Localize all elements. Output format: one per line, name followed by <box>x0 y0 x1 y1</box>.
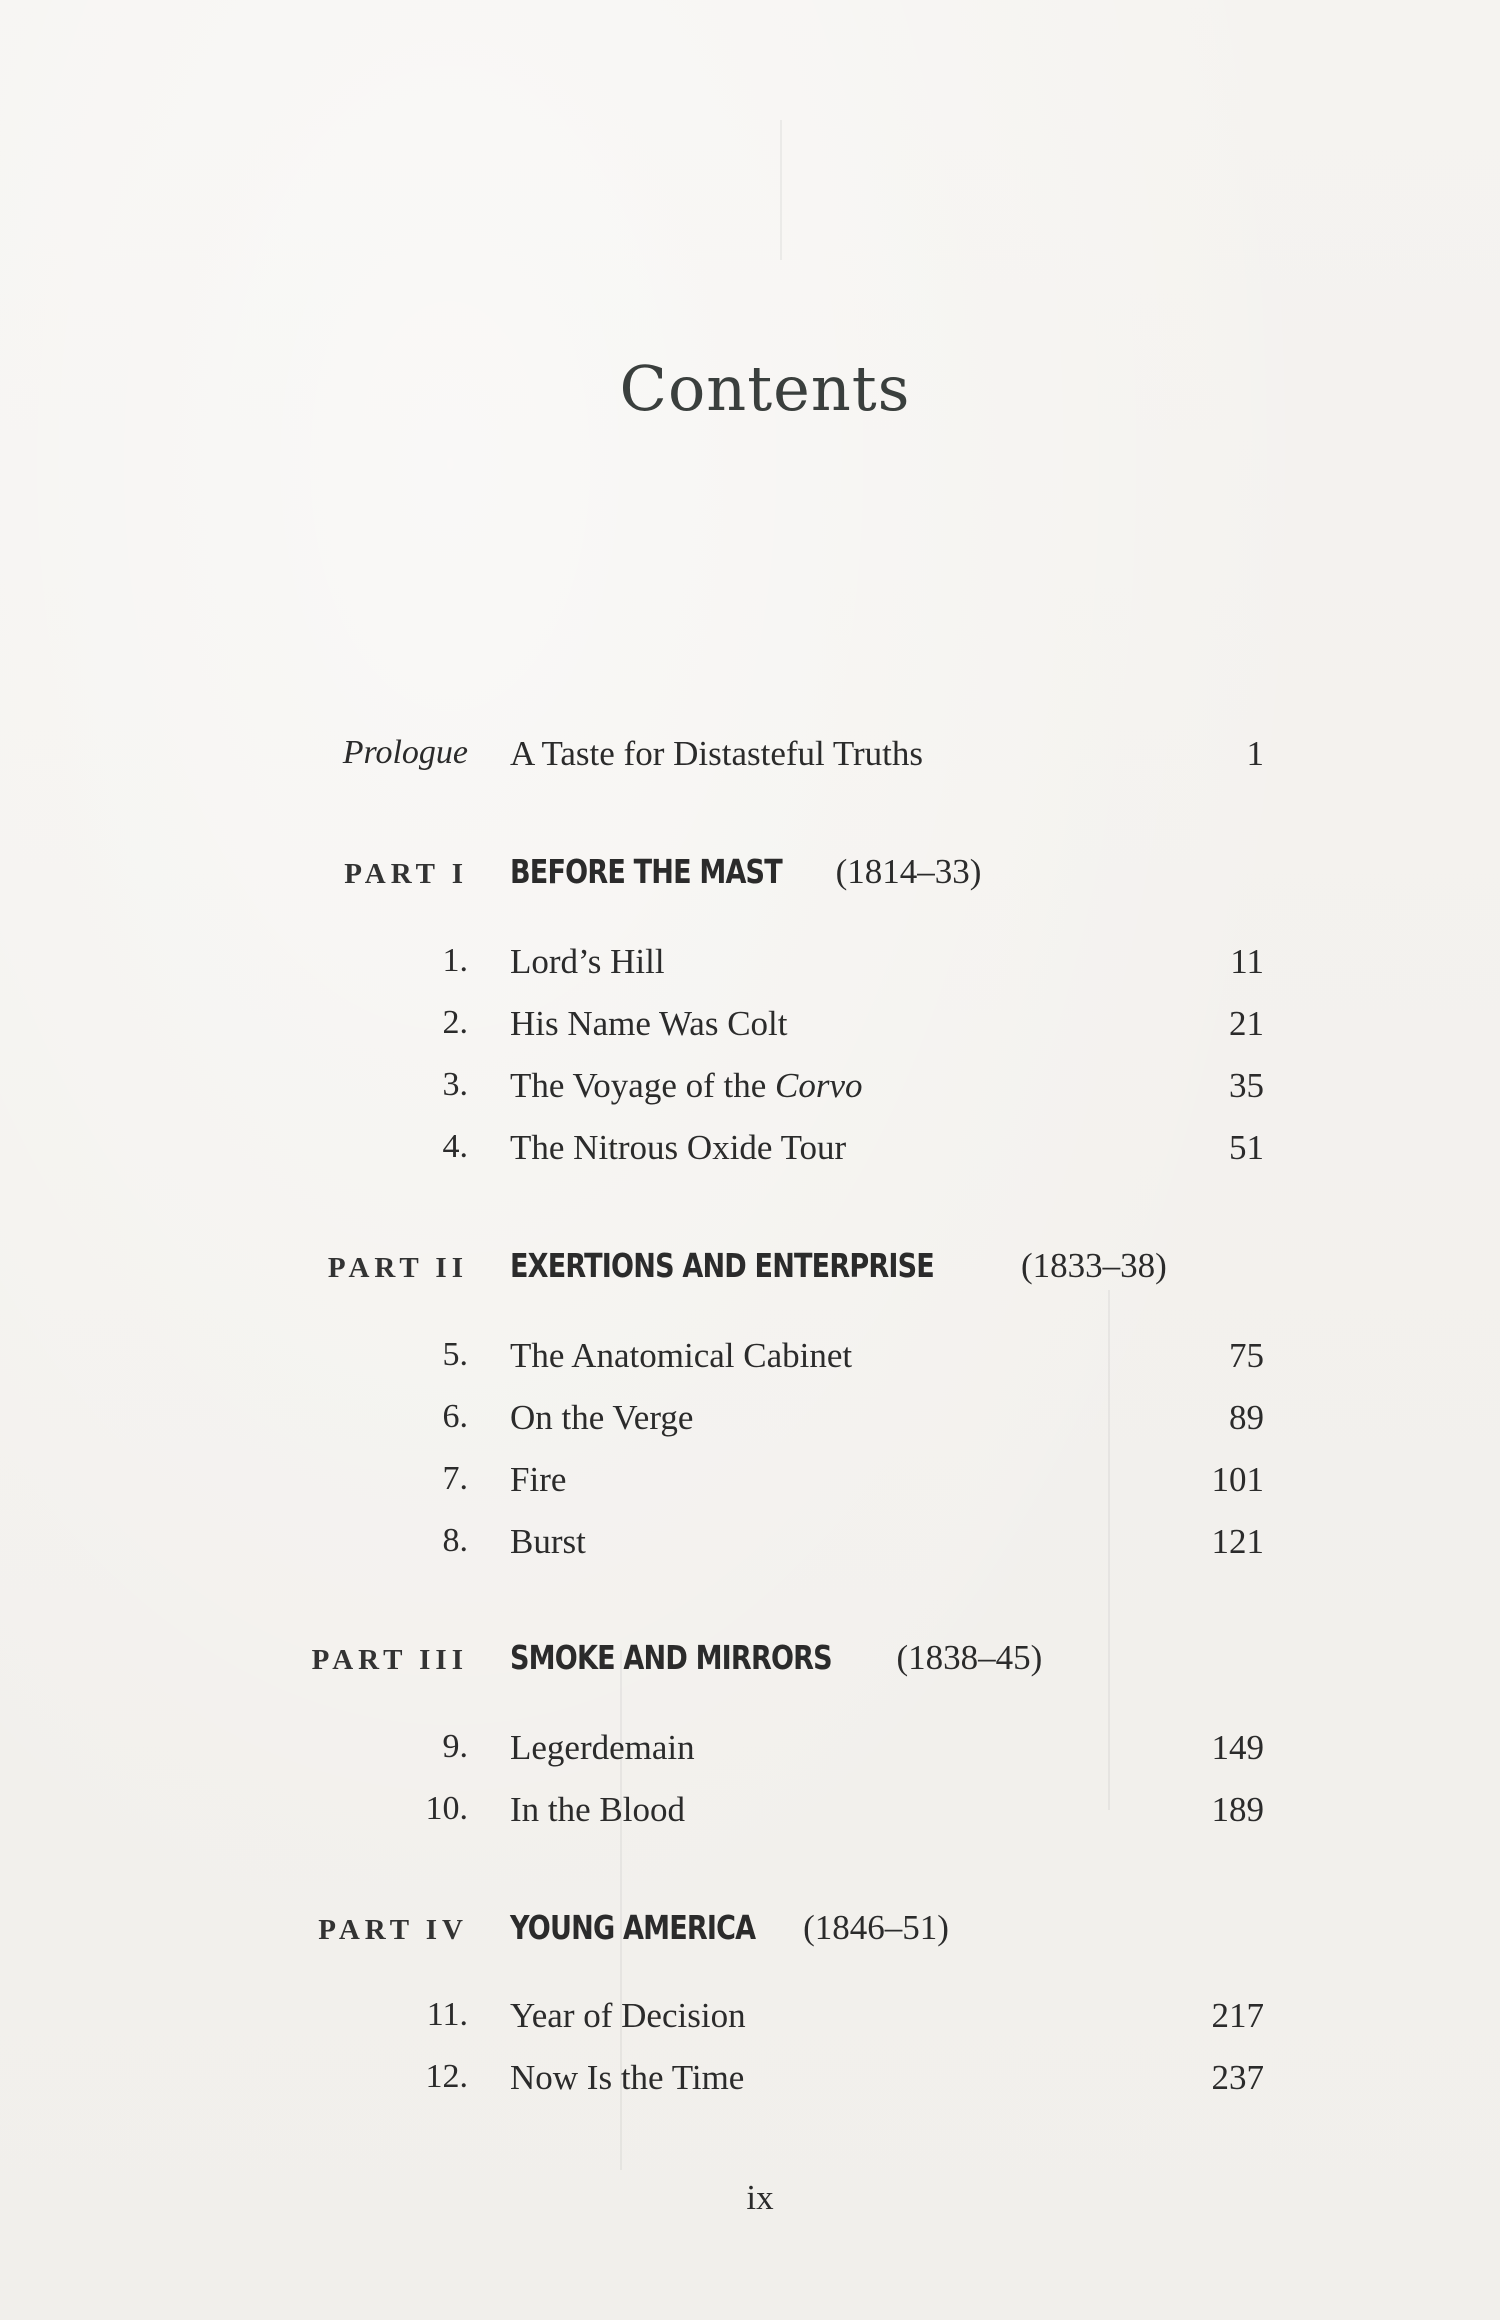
chapter-number: 10. <box>425 1790 468 1827</box>
chapter-page: 75 <box>1229 1336 1264 1375</box>
chapter-title: The Anatomical Cabinet <box>510 1336 853 1375</box>
toc-row-chapter[interactable] <box>0 1398 1500 1458</box>
chapter-page: 35 <box>1229 1066 1264 1105</box>
part-heading-2[interactable] <box>0 1246 1500 1306</box>
part-label: PART III <box>311 1644 468 1676</box>
toc-row-chapter[interactable] <box>0 1336 1500 1396</box>
part-label: PART II <box>327 1252 468 1284</box>
prologue-page: 1 <box>1246 734 1264 773</box>
part-title-line <box>510 1638 1042 1678</box>
chapter-title: Burst <box>510 1522 586 1561</box>
chapter-number: 7. <box>442 1460 468 1497</box>
part-heading-4[interactable] <box>0 1908 1500 1968</box>
prologue-label: Prologue <box>342 734 468 771</box>
chapter-title: Now Is the Time <box>510 2058 745 2097</box>
part-years: (1838–45) <box>896 1638 1043 1677</box>
chapter-page: 237 <box>1211 2058 1264 2097</box>
chapter-title-italic: Corvo <box>775 1066 863 1105</box>
part-years: (1846–51) <box>803 1908 949 1947</box>
chapter-number: 5. <box>442 1336 468 1373</box>
chapter-title: Legerdemain <box>510 1728 695 1767</box>
chapter-page: 51 <box>1229 1128 1264 1167</box>
chapter-title: On the Verge <box>510 1398 694 1437</box>
toc-row-chapter[interactable] <box>0 1996 1500 2056</box>
chapter-title <box>510 1066 863 1106</box>
part-title: EXERTIONS AND ENTERPRISE <box>510 1246 934 1285</box>
chapter-number: 8. <box>442 1522 468 1559</box>
chapter-page: 21 <box>1229 1004 1264 1043</box>
chapter-number: 3. <box>442 1066 468 1103</box>
chapter-number: 12. <box>425 2058 468 2095</box>
chapter-title: His Name Was Colt <box>510 1004 788 1043</box>
part-title-line <box>510 1246 1167 1286</box>
part-label: PART I <box>344 858 468 890</box>
chapter-title: Fire <box>510 1460 567 1499</box>
chapter-title: Lord’s Hill <box>510 942 665 981</box>
chapter-title: Year of Decision <box>510 1996 746 2035</box>
part-title: SMOKE AND MIRRORS <box>510 1638 832 1677</box>
toc-row-chapter[interactable] <box>0 1522 1500 1582</box>
part-heading-1[interactable] <box>0 852 1500 912</box>
chapter-number: 11. <box>426 1996 468 2033</box>
part-years: (1833–38) <box>1021 1246 1167 1285</box>
part-heading-3[interactable] <box>0 1638 1500 1698</box>
chapter-page: 217 <box>1211 1996 1264 2035</box>
toc-row-prologue[interactable] <box>0 734 1500 794</box>
chapter-number: 9. <box>442 1728 468 1765</box>
toc-row-chapter[interactable] <box>0 942 1500 1002</box>
toc-row-chapter[interactable] <box>0 1728 1500 1788</box>
chapter-page: 121 <box>1211 1522 1264 1561</box>
prologue-title: A Taste for Distasteful Truths <box>510 734 924 773</box>
part-title-line <box>510 852 981 892</box>
chapter-page: 89 <box>1229 1398 1264 1437</box>
page-folio: ix <box>746 2178 774 2217</box>
chapter-title-text: The Voyage of the <box>510 1066 776 1105</box>
toc-row-chapter[interactable] <box>0 1004 1500 1064</box>
chapter-title: The Nitrous Oxide Tour <box>510 1128 847 1167</box>
toc-row-chapter[interactable] <box>0 1460 1500 1520</box>
chapter-number: 4. <box>442 1128 468 1165</box>
chapter-page: 101 <box>1211 1460 1264 1499</box>
chapter-title: In the Blood <box>510 1790 685 1829</box>
part-years: (1814–33) <box>835 852 982 891</box>
toc-row-chapter[interactable] <box>0 1066 1500 1126</box>
contents-title: Contents <box>619 352 911 425</box>
page-crease <box>780 120 782 260</box>
toc-row-chapter[interactable] <box>0 2058 1500 2118</box>
part-title: YOUNG AMERICA <box>510 1908 756 1947</box>
part-label: PART IV <box>318 1914 468 1946</box>
toc-row-chapter[interactable] <box>0 1790 1500 1850</box>
chapter-number: 2. <box>442 1004 468 1041</box>
chapter-page: 11 <box>1230 942 1264 981</box>
toc-row-chapter[interactable] <box>0 1128 1500 1188</box>
chapter-page: 189 <box>1211 1790 1264 1829</box>
chapter-number: 6. <box>442 1398 468 1435</box>
chapter-number: 1. <box>442 942 468 979</box>
part-title: BEFORE THE MAST <box>510 852 782 891</box>
part-title-line <box>510 1908 949 1948</box>
chapter-page: 149 <box>1211 1728 1264 1767</box>
